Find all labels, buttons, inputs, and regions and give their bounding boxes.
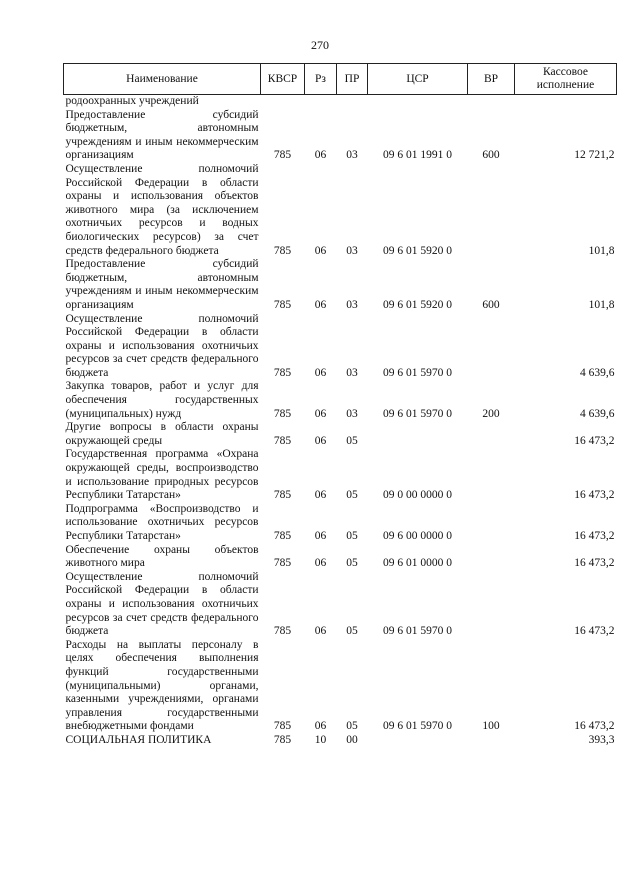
row-csr: 09 6 01 5970 0 xyxy=(383,366,452,379)
row-rz: 06 xyxy=(314,149,327,162)
row-vr xyxy=(468,421,515,448)
row-name: Осуществление полномочий Российской Федерации в области охраны и использования объектов животного мира (за исключением охотничьих ресурсов и водных биологических ресурсов) за счет средств федерального бюджета xyxy=(65,162,259,257)
row-csr: 09 6 01 5970 0 xyxy=(383,625,452,638)
table-row xyxy=(64,421,617,448)
row-csr: 09 6 01 5920 0 xyxy=(383,298,452,311)
row-csr: 09 6 01 5970 0 xyxy=(383,720,452,733)
row-kvsr: 785 xyxy=(273,149,292,162)
row-vr: 600 xyxy=(482,298,500,311)
row-rz: 06 xyxy=(314,720,327,733)
row-rz: 06 xyxy=(314,298,327,311)
row-name: Другие вопросы в области охраны окружающей среды xyxy=(65,421,259,447)
row-kvsr: 785 xyxy=(273,298,292,311)
row-name: Предоставление субсидий бюджетным, автономным учреждениям и иным некоммерческим организациям xyxy=(65,108,259,162)
row-sum: 16 473,2 xyxy=(574,489,615,502)
table-row xyxy=(64,313,617,381)
row-kvsr: 785 xyxy=(273,489,292,502)
row-kvsr: 785 xyxy=(273,244,292,257)
row-pr: 05 xyxy=(346,530,358,542)
row-csr xyxy=(368,421,468,448)
row-kvsr: 785 xyxy=(273,733,292,746)
row-sum: 4 639,6 xyxy=(580,407,615,420)
row-vr xyxy=(468,503,515,544)
row-pr: 05 xyxy=(346,720,358,733)
row-sum: 4 639,6 xyxy=(580,366,615,379)
header-rz: Рз xyxy=(305,64,337,95)
row-rz: 06 xyxy=(314,366,327,379)
row-kvsr: 785 xyxy=(273,720,292,733)
row-kvsr: 785 xyxy=(273,625,292,638)
table-row xyxy=(64,109,617,163)
row-rz xyxy=(305,95,337,109)
row-pr: 03 xyxy=(346,366,358,379)
row-sum: 16 473,2 xyxy=(574,434,615,447)
row-csr: 09 6 01 5970 0 xyxy=(383,407,452,420)
header-kvsr: КВСР xyxy=(261,64,305,95)
page-number: 270 xyxy=(311,38,329,52)
row-pr: 05 xyxy=(346,489,358,502)
header-name: Наименование xyxy=(64,64,261,95)
row-rz: 06 xyxy=(314,625,327,638)
row-pr: 05 xyxy=(346,625,358,638)
row-name: Закупка товаров, работ и услуг для обеспечения государственных (муниципальных) нужд xyxy=(65,380,259,420)
row-pr xyxy=(337,95,368,109)
row-kvsr: 785 xyxy=(273,407,292,420)
row-vr xyxy=(468,544,515,571)
row-kvsr: 785 xyxy=(273,530,292,542)
table-row xyxy=(64,571,617,639)
row-name: Обеспечение охраны объектов животного мира xyxy=(65,543,259,570)
row-pr: 05 xyxy=(346,434,358,447)
table-row xyxy=(64,163,617,258)
row-name: Предоставление субсидий бюджетным, автономным учреждениям и иным некоммерческим организациям xyxy=(65,258,259,311)
budget-table xyxy=(63,63,617,748)
header-pr: ПР xyxy=(337,64,368,95)
row-csr: 09 6 00 0000 0 xyxy=(383,530,452,542)
row-sum: 101,8 xyxy=(588,298,615,311)
row-rz: 06 xyxy=(314,244,327,257)
row-pr: 03 xyxy=(346,298,358,311)
table-row xyxy=(64,448,617,502)
row-vr xyxy=(468,95,515,109)
table-row xyxy=(64,95,617,109)
row-name: Осуществление полномочий Российской Федерации в области охраны и использования охотничьих ресурсов за счет средств федерального бюджета xyxy=(65,312,259,379)
header-vr: ВР xyxy=(468,64,515,95)
table-body xyxy=(64,95,617,748)
row-vr xyxy=(468,163,515,258)
table-row xyxy=(64,503,617,544)
row-vr xyxy=(468,734,515,748)
row-vr xyxy=(468,571,515,639)
table-row xyxy=(64,258,617,312)
row-name: Расходы на выплаты персоналу в целях обеспечения выполнения функций государственными (муниципальными) органами, казенными учреждениями, органами управления государственными внебюджетными фондами xyxy=(65,638,259,733)
row-rz: 06 xyxy=(314,434,327,447)
row-sum xyxy=(515,95,617,109)
row-sum: 16 473,2 xyxy=(574,530,615,542)
header-sum: Кассовое исполнение xyxy=(515,64,617,95)
row-kvsr: 785 xyxy=(273,434,292,447)
row-rz: 06 xyxy=(314,407,327,420)
row-name: Подпрограмма «Воспроизводство и использование охотничьих ресурсов Республики Татарстан» xyxy=(65,502,259,542)
row-rz: 10 xyxy=(314,733,327,746)
row-rz: 06 xyxy=(314,557,327,570)
row-kvsr: 785 xyxy=(273,557,292,570)
row-pr: 05 xyxy=(346,557,358,570)
row-sum: 393,3 xyxy=(588,733,615,746)
row-vr xyxy=(468,313,515,381)
row-vr: 100 xyxy=(482,720,500,733)
row-csr xyxy=(368,734,468,748)
table-row xyxy=(64,639,617,734)
row-pr: 00 xyxy=(346,733,358,746)
row-kvsr xyxy=(261,95,305,109)
row-csr: 09 6 01 0000 0 xyxy=(383,557,452,570)
row-csr: 09 6 01 1991 0 xyxy=(383,149,452,162)
row-vr: 600 xyxy=(482,149,500,162)
table-row xyxy=(64,380,617,421)
row-vr xyxy=(468,448,515,502)
row-sum: 16 473,2 xyxy=(574,557,615,570)
row-kvsr: 785 xyxy=(273,366,292,379)
row-csr xyxy=(368,95,468,109)
row-rz: 06 xyxy=(314,530,327,542)
row-csr: 09 0 00 0000 0 xyxy=(383,489,452,502)
row-pr: 03 xyxy=(346,149,358,162)
row-pr: 03 xyxy=(346,244,358,257)
row-name: Осуществление полномочий Российской Федерации в области охраны и использования охотничьих ресурсов за счет средств федерального бюджета xyxy=(65,570,259,638)
row-sum: 16 473,2 xyxy=(574,625,615,638)
table-row xyxy=(64,544,617,571)
table-row xyxy=(64,734,617,748)
row-sum: 101,8 xyxy=(588,244,615,257)
row-vr: 200 xyxy=(482,407,500,420)
row-sum: 12 721,2 xyxy=(574,149,615,162)
header-csr: ЦСР xyxy=(368,64,468,95)
row-sum: 16 473,2 xyxy=(574,720,615,733)
row-name: Государственная программа «Охрана окружающей среды, воспроизводство и использование природных ресурсов Республики Татарстан» xyxy=(65,448,259,502)
row-rz: 06 xyxy=(314,489,327,502)
row-csr: 09 6 01 5920 0 xyxy=(383,244,452,257)
table-header-row xyxy=(64,64,617,95)
row-name: СОЦИАЛЬНАЯ ПОЛИТИКА xyxy=(65,733,212,746)
row-name: родоохранных учреждений xyxy=(65,95,199,107)
row-pr: 03 xyxy=(346,407,358,420)
